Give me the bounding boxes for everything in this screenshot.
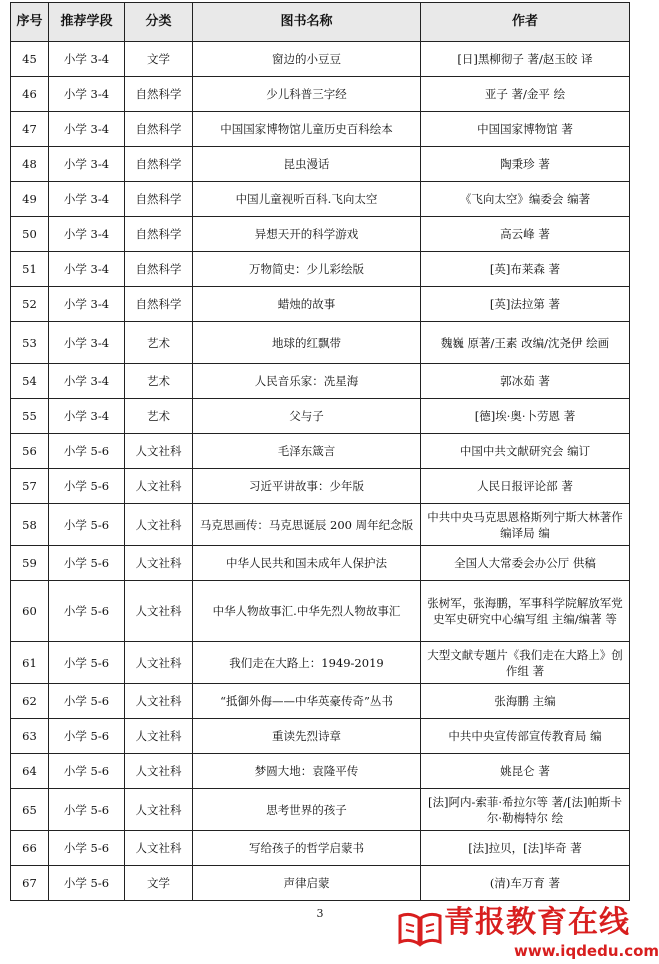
- cell-grade: 小学 5-6: [49, 719, 125, 754]
- watermark-url: www.iqdedu.com: [514, 942, 659, 960]
- cell-grade: 小学 3-4: [49, 252, 125, 287]
- watermark: [398, 904, 659, 962]
- cell-index: 52: [11, 287, 49, 322]
- cell-book-title: 中华人物故事汇.中华先烈人物故事汇: [193, 581, 421, 642]
- cell-grade: 小学 5-6: [49, 684, 125, 719]
- cell-author: 全国人大常委会办公厅 供稿: [421, 546, 630, 581]
- cell-book-title: 中华人民共和国未成年人保护法: [193, 546, 421, 581]
- table-row: [11, 684, 630, 719]
- cell-grade: 小学 5-6: [49, 866, 125, 901]
- cell-author: 郭冰茹 著: [421, 364, 630, 399]
- cell-grade: 小学 5-6: [49, 434, 125, 469]
- book-logo-icon: [398, 910, 442, 946]
- table-row: [11, 546, 630, 581]
- cell-grade: 小学 3-4: [49, 322, 125, 364]
- cell-index: 53: [11, 322, 49, 364]
- table-row: [11, 831, 630, 866]
- cell-category: 人文社科: [125, 642, 193, 684]
- cell-category: 人文社科: [125, 581, 193, 642]
- cell-book-title: 写给孩子的哲学启蒙书: [193, 831, 421, 866]
- table-row: [11, 42, 630, 77]
- cell-author: 魏巍 原著/王素 改编/沈尧伊 绘画: [421, 322, 630, 364]
- cell-category: 自然科学: [125, 147, 193, 182]
- cell-grade: 小学 3-4: [49, 42, 125, 77]
- cell-category: 艺术: [125, 399, 193, 434]
- cell-author: [日]黑柳彻子 著/赵玉皎 译: [421, 42, 630, 77]
- cell-grade: 小学 5-6: [49, 831, 125, 866]
- book-list-table: [10, 2, 630, 901]
- cell-grade: 小学 5-6: [49, 754, 125, 789]
- cell-index: 58: [11, 504, 49, 546]
- table-row: [11, 642, 630, 684]
- cell-category: 文学: [125, 866, 193, 901]
- cell-index: 60: [11, 581, 49, 642]
- cell-category: 人文社科: [125, 831, 193, 866]
- cell-book-title: 蜡烛的故事: [193, 287, 421, 322]
- table-row: [11, 217, 630, 252]
- cell-category: 自然科学: [125, 182, 193, 217]
- table-row: [11, 434, 630, 469]
- cell-author: 中共中央马克思恩格斯列宁斯大林著作编译局 编: [421, 504, 630, 546]
- cell-author: 《飞向太空》编委会 编著: [421, 182, 630, 217]
- cell-author: 姚昆仑 著: [421, 754, 630, 789]
- cell-grade: 小学 3-4: [49, 77, 125, 112]
- cell-index: 45: [11, 42, 49, 77]
- cell-book-title: 毛泽东箴言: [193, 434, 421, 469]
- cell-category: 人文社科: [125, 546, 193, 581]
- table-row: [11, 504, 630, 546]
- cell-author: 大型文献专题片《我们走在大路上》创作组 著: [421, 642, 630, 684]
- cell-book-title: 我们走在大路上：1949-2019: [193, 642, 421, 684]
- cell-author: [法]阿内-索菲·希拉尔等 著/[法]帕斯卡尔·勒梅特尔 绘: [421, 789, 630, 831]
- cell-book-title: 人民音乐家：冼星海: [193, 364, 421, 399]
- cell-book-title: 马克思画传：马克思诞辰 200 周年纪念版: [193, 504, 421, 546]
- cell-index: 62: [11, 684, 49, 719]
- cell-author: [英]布莱森 著: [421, 252, 630, 287]
- cell-grade: 小学 3-4: [49, 287, 125, 322]
- cell-category: 艺术: [125, 322, 193, 364]
- cell-category: 自然科学: [125, 112, 193, 147]
- cell-book-title: 中国国家博物馆儿童历史百科绘本: [193, 112, 421, 147]
- cell-index: 65: [11, 789, 49, 831]
- cell-grade: 小学 3-4: [49, 364, 125, 399]
- cell-author: 张海鹏 主编: [421, 684, 630, 719]
- cell-category: 艺术: [125, 364, 193, 399]
- cell-grade: 小学 5-6: [49, 789, 125, 831]
- cell-category: 人文社科: [125, 434, 193, 469]
- cell-index: 61: [11, 642, 49, 684]
- table-row: [11, 789, 630, 831]
- cell-category: 人文社科: [125, 469, 193, 504]
- cell-grade: 小学 3-4: [49, 217, 125, 252]
- cell-index: 46: [11, 77, 49, 112]
- header-index: 序号: [11, 3, 49, 42]
- table-row: [11, 469, 630, 504]
- cell-index: 64: [11, 754, 49, 789]
- header-category: 分类: [125, 3, 193, 42]
- header-book-title: 图书名称: [193, 3, 421, 42]
- cell-index: 47: [11, 112, 49, 147]
- table-row: [11, 581, 630, 642]
- cell-category: 自然科学: [125, 287, 193, 322]
- table-row: [11, 322, 630, 364]
- table-header-row: [11, 3, 630, 42]
- table-row: [11, 287, 630, 322]
- cell-author: 中共中央宣传部宣传教育局 编: [421, 719, 630, 754]
- cell-book-title: 声律启蒙: [193, 866, 421, 901]
- cell-index: 49: [11, 182, 49, 217]
- cell-book-title: 昆虫漫话: [193, 147, 421, 182]
- cell-author: 陶秉珍 著: [421, 147, 630, 182]
- table-row: [11, 182, 630, 217]
- cell-author: 张树军，张海鹏，军事科学院解放军党史军史研究中心编写组 主编/编著 等: [421, 581, 630, 642]
- cell-author: 人民日报评论部 著: [421, 469, 630, 504]
- cell-grade: 小学 3-4: [49, 182, 125, 217]
- cell-book-title: 异想天开的科学游戏: [193, 217, 421, 252]
- cell-category: 自然科学: [125, 217, 193, 252]
- cell-index: 51: [11, 252, 49, 287]
- header-grade: 推荐学段: [49, 3, 125, 42]
- table-row: [11, 719, 630, 754]
- cell-author: 中国中共文献研究会 编订: [421, 434, 630, 469]
- cell-book-title: 万物简史：少儿彩绘版: [193, 252, 421, 287]
- table-row: [11, 399, 630, 434]
- cell-index: 63: [11, 719, 49, 754]
- cell-grade: 小学 3-4: [49, 147, 125, 182]
- cell-category: 人文社科: [125, 684, 193, 719]
- cell-index: 50: [11, 217, 49, 252]
- cell-book-title: 思考世界的孩子: [193, 789, 421, 831]
- cell-category: 自然科学: [125, 252, 193, 287]
- cell-grade: 小学 3-4: [49, 112, 125, 147]
- cell-category: 人文社科: [125, 789, 193, 831]
- cell-grade: 小学 3-4: [49, 399, 125, 434]
- cell-grade: 小学 5-6: [49, 469, 125, 504]
- cell-index: 48: [11, 147, 49, 182]
- cell-grade: 小学 5-6: [49, 581, 125, 642]
- table-row: [11, 252, 630, 287]
- cell-book-title: 梦圆大地：袁隆平传: [193, 754, 421, 789]
- cell-index: 59: [11, 546, 49, 581]
- cell-grade: 小学 5-6: [49, 642, 125, 684]
- cell-book-title: 重读先烈诗章: [193, 719, 421, 754]
- cell-category: 人文社科: [125, 754, 193, 789]
- cell-book-title: 少儿科普三字经: [193, 77, 421, 112]
- cell-index: 57: [11, 469, 49, 504]
- cell-category: 文学: [125, 42, 193, 77]
- cell-index: 55: [11, 399, 49, 434]
- cell-index: 54: [11, 364, 49, 399]
- cell-book-title: 习近平讲故事：少年版: [193, 469, 421, 504]
- cell-author: 高云峰 著: [421, 217, 630, 252]
- cell-author: 中国国家博物馆 著: [421, 112, 630, 147]
- cell-index: 56: [11, 434, 49, 469]
- cell-book-title: 窗边的小豆豆: [193, 42, 421, 77]
- cell-index: 67: [11, 866, 49, 901]
- cell-grade: 小学 5-6: [49, 546, 125, 581]
- cell-author: 亚子 著/金平 绘: [421, 77, 630, 112]
- cell-book-title: “抵御外侮——中华英豪传奇”丛书: [193, 684, 421, 719]
- cell-category: 人文社科: [125, 504, 193, 546]
- table-row: [11, 77, 630, 112]
- page-number: 3: [316, 907, 324, 920]
- cell-index: 66: [11, 831, 49, 866]
- table-row: [11, 112, 630, 147]
- table-row: [11, 364, 630, 399]
- cell-author: [德]埃·奥·卜劳恩 著: [421, 399, 630, 434]
- table-row: [11, 866, 630, 901]
- cell-grade: 小学 5-6: [49, 504, 125, 546]
- table-row: [11, 754, 630, 789]
- header-author: 作者: [421, 3, 630, 42]
- cell-category: 人文社科: [125, 719, 193, 754]
- cell-author: [英]法拉第 著: [421, 287, 630, 322]
- cell-book-title: 父与子: [193, 399, 421, 434]
- table-row: [11, 147, 630, 182]
- cell-category: 自然科学: [125, 77, 193, 112]
- cell-book-title: 地球的红飘带: [193, 322, 421, 364]
- cell-author: [法]拉贝，[法]毕奇 著: [421, 831, 630, 866]
- watermark-title: 青报教育在线: [444, 905, 630, 940]
- cell-author: (清)车万育 著: [421, 866, 630, 901]
- cell-book-title: 中国儿童视听百科.飞向太空: [193, 182, 421, 217]
